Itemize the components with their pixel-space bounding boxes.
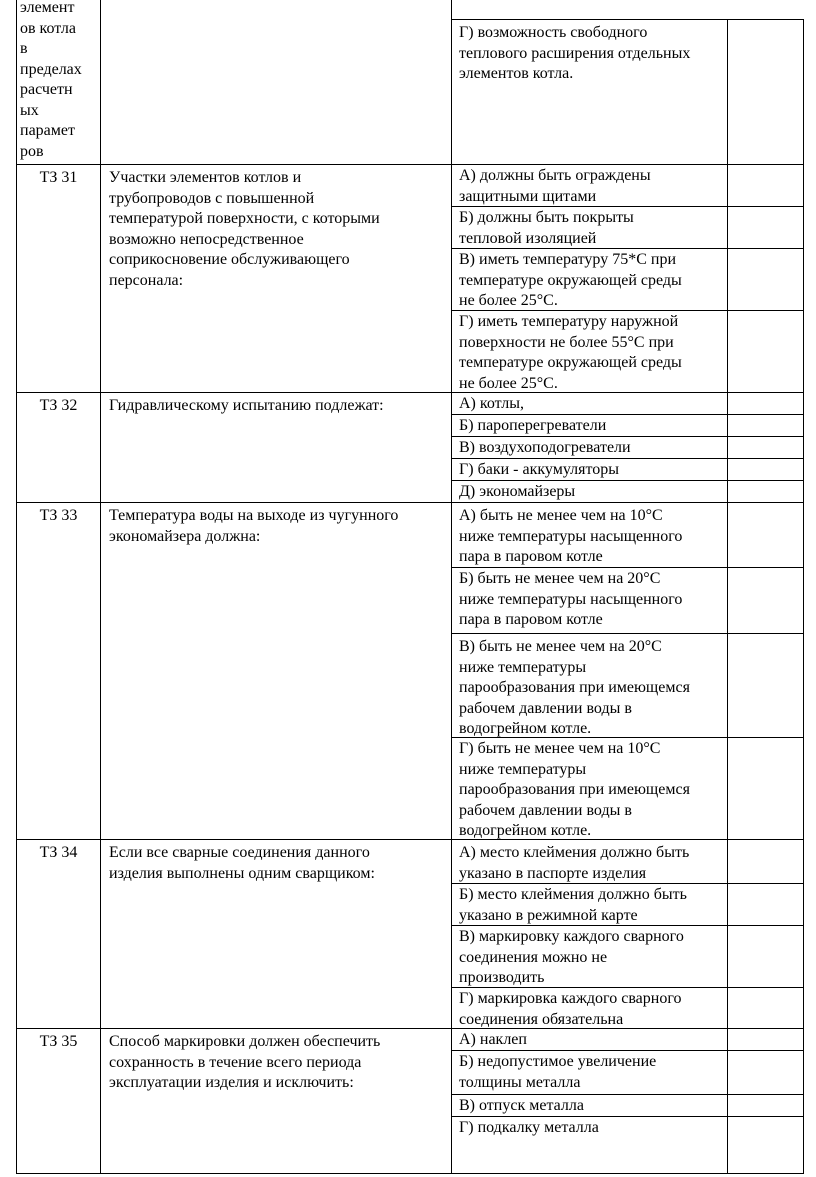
mark-tz33-d bbox=[727, 737, 804, 840]
mark-tz34-c bbox=[727, 925, 804, 988]
answer-tz34-c: В) маркировку каждого сварного соединения можно не производить bbox=[451, 925, 728, 988]
mark-tz35-c bbox=[727, 1094, 804, 1117]
answer-tz33-c: В) быть не менее чем на 20°С ниже температуры парообразования при имеющемся рабочем давлении воды в водогрейном котле. bbox=[451, 633, 728, 738]
question-id-tz31: ТЗ 31 bbox=[16, 164, 101, 393]
question-text-tz34: Если все сварные соединения данного изделия выполнены одним сварщиком: bbox=[100, 839, 452, 1029]
answer-tz31-c: В) иметь температуру 75*С при температуре окружающей среды не более 25°С. bbox=[451, 248, 728, 311]
mark-tz35-b bbox=[727, 1050, 804, 1095]
answer-tz32-e: Д) экономайзеры bbox=[451, 480, 728, 503]
mark-tz33-a bbox=[727, 502, 804, 568]
answer-tz32-b: Б) пароперегреватели bbox=[451, 414, 728, 437]
answer-tz32-c: В) воздухоподогреватели bbox=[451, 436, 728, 459]
mark-tz33-c bbox=[727, 633, 804, 738]
mark-tz35-d bbox=[727, 1116, 804, 1174]
answer-tz35-c: В) отпуск металла bbox=[451, 1094, 728, 1117]
answer-tz35-d: Г) подкалку металла bbox=[451, 1116, 728, 1174]
question-text-tz32: Гидравлическому испытанию подлежат: bbox=[100, 392, 452, 503]
mark-tz32-d bbox=[727, 458, 804, 481]
question-id-tz32: ТЗ 32 bbox=[16, 392, 101, 503]
answer-tz34-d: Г) маркировка каждого сварного соединения обязательна bbox=[451, 987, 728, 1029]
mark-tz33-b bbox=[727, 567, 804, 634]
question-text-tz33: Температура воды на выходе из чугунного экономайзера должна: bbox=[100, 502, 452, 840]
answer-tz31-a: А) должны быть ограждены защитными щитами bbox=[451, 164, 728, 207]
answer-tz33-b: Б) быть не менее чем на 20°С ниже температуры насыщенного пара в паровом котле bbox=[451, 567, 728, 634]
mark-tz34-b bbox=[727, 883, 804, 926]
top-mark-empty bbox=[727, 19, 804, 165]
mark-tz31-a bbox=[727, 164, 804, 207]
top-left-fragment: элемент ов котла в пределах расчетн ых парамет ров bbox=[16, 0, 101, 165]
mark-tz32-e bbox=[727, 480, 804, 503]
question-text-tz35: Способ маркировки должен обеспечить сохранность в течение всего периода эксплуатации изделия и исключить: bbox=[100, 1028, 452, 1174]
mark-tz31-c bbox=[727, 248, 804, 311]
mark-tz34-d bbox=[727, 987, 804, 1029]
answer-tz32-d: Г) баки - аккумуляторы bbox=[451, 458, 728, 481]
mark-tz32-c bbox=[727, 436, 804, 459]
answer-tz32-a: А) котлы, bbox=[451, 392, 728, 415]
answer-tz33-a: А) быть не менее чем на 10°С ниже температуры насыщенного пара в паровом котле bbox=[451, 502, 728, 568]
answer-tz35-a: А) наклеп bbox=[451, 1028, 728, 1051]
top-question-empty bbox=[100, 0, 452, 165]
question-id-tz35: ТЗ 35 bbox=[16, 1028, 101, 1174]
question-id-tz34: ТЗ 34 bbox=[16, 839, 101, 1029]
answer-tz33-d: Г) быть не менее чем на 10°С ниже температуры парообразования при имеющемся рабочем давлении воды в водогрейном котле. bbox=[451, 737, 728, 840]
mark-tz35-a bbox=[727, 1028, 804, 1051]
mark-tz32-b bbox=[727, 414, 804, 437]
answer-tz34-a: А) место клеймения должно быть указано в паспорте изделия bbox=[451, 839, 728, 884]
answer-tz34-b: Б) место клеймения должно быть указано в режимной карте bbox=[451, 883, 728, 926]
answer-tz31-d: Г) иметь температуру наружной поверхности не более 55°С при температуре окружающей среды не более 25°С. bbox=[451, 310, 728, 393]
answer-tz35-b: Б) недопустимое увеличение толщины металла bbox=[451, 1050, 728, 1095]
top-option-g: Г) возможность свободного теплового расширения отдельных элементов котла. bbox=[451, 19, 728, 165]
answer-tz31-b: Б) должны быть покрыты тепловой изоляцией bbox=[451, 206, 728, 249]
mark-tz31-b bbox=[727, 206, 804, 249]
question-id-tz33: ТЗ 33 bbox=[16, 502, 101, 840]
mark-tz31-d bbox=[727, 310, 804, 393]
mark-tz34-a bbox=[727, 839, 804, 884]
mark-tz32-a bbox=[727, 392, 804, 415]
question-text-tz31: Участки элементов котлов и трубопроводов с повышенной температурой поверхности, с которыми возможно непосредственное соприкосновение обслуживающего персонала: bbox=[100, 164, 452, 393]
